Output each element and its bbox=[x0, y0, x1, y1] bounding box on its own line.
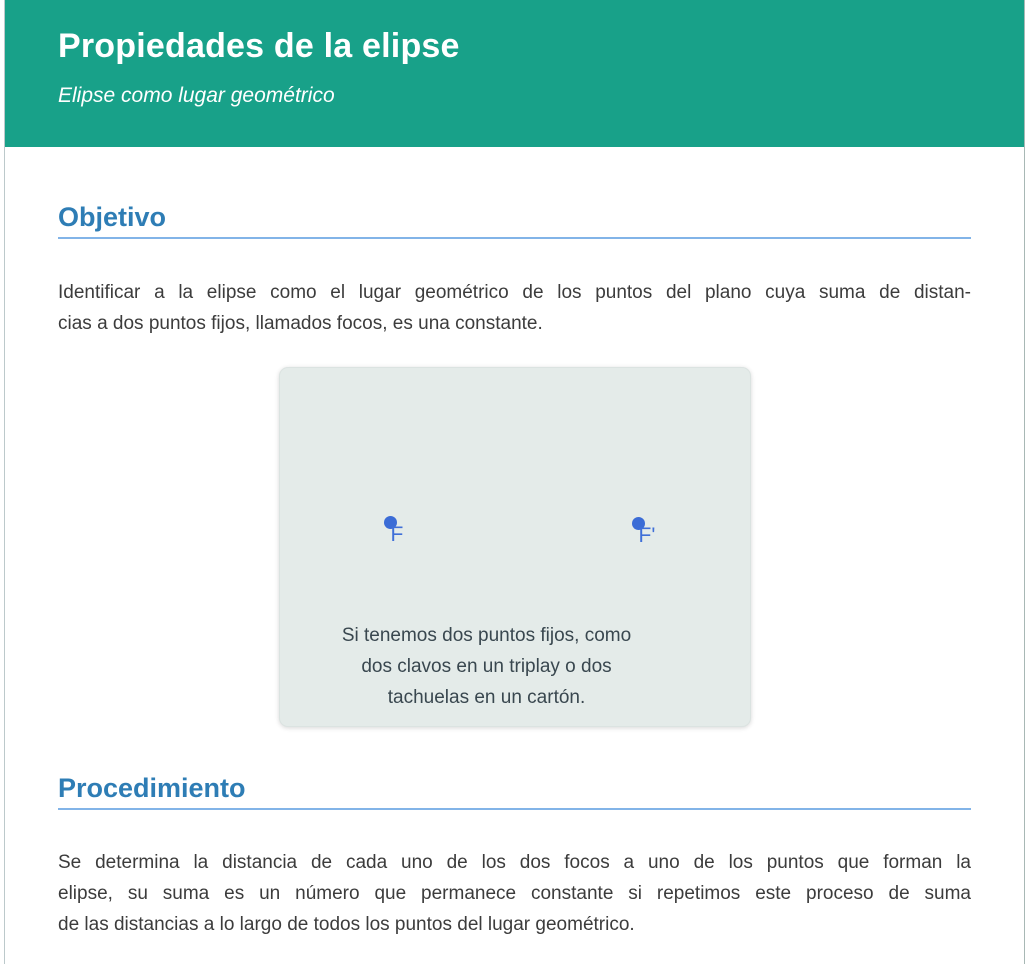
page-content bbox=[5, 202, 1024, 940]
paragraph-line: de las distancias a lo largo de todos los puntos del lugar geométrico. bbox=[58, 914, 635, 935]
focus-point-F-label: F bbox=[390, 523, 404, 546]
section-heading-procedimiento: Procedimiento bbox=[58, 773, 971, 810]
caption-line: tachuelas en un cartón. bbox=[387, 687, 586, 708]
focus-point-F-prime-label: F' bbox=[638, 524, 656, 547]
paragraph-line: cias a dos puntos fijos, llamados focos, es una constante. bbox=[58, 313, 543, 334]
paragraph-line: elipse, su suma es un número que permanece constante si repetimos este proceso de suma bbox=[58, 883, 971, 904]
focus-point-F-prime[interactable] bbox=[632, 517, 656, 547]
procedimiento-paragraph bbox=[58, 847, 971, 940]
paragraph-line: Se determina la distancia de cada uno de los dos focos a uno de los puntos que forman la bbox=[58, 852, 971, 873]
caption-line: dos clavos en un triplay o dos bbox=[361, 656, 612, 677]
paragraph-line: Identificar a la elipse como el lugar geométrico de los puntos del plano cuya suma de distan- bbox=[58, 282, 971, 303]
ellipse-applet-panel bbox=[279, 367, 751, 727]
page-title: Propiedades de la elipse bbox=[58, 27, 460, 65]
applet-caption bbox=[280, 620, 694, 713]
focus-point-F[interactable] bbox=[384, 516, 404, 546]
page-header bbox=[5, 0, 1024, 147]
objetivo-paragraph bbox=[58, 277, 971, 339]
section-heading-objetivo: Objetivo bbox=[58, 202, 971, 239]
caption-line: Si tenemos dos puntos fijos, como bbox=[341, 625, 632, 646]
lesson-card bbox=[4, 0, 1025, 964]
page-subtitle: Elipse como lugar geométrico bbox=[58, 84, 335, 107]
